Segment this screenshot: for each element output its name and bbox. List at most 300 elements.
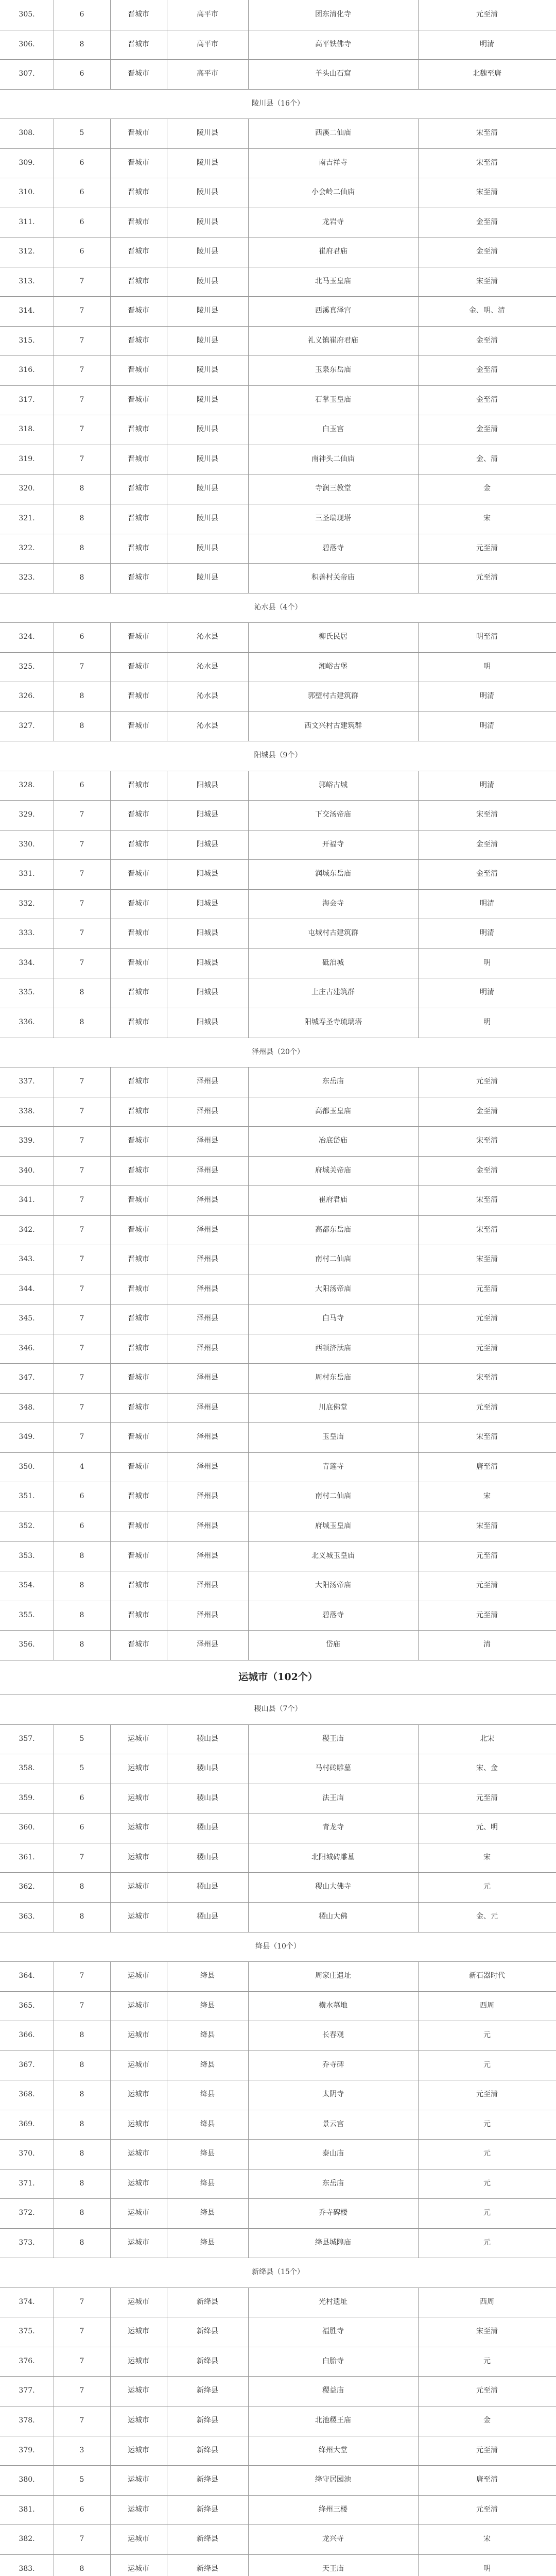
site-name-cell: 府城关帝庙: [315, 1166, 351, 1175]
batch-no: 7: [79, 840, 84, 849]
city-cell: 运城市: [128, 2416, 149, 2425]
city-cell: 晋城市: [128, 277, 149, 285]
county-cell: 泽州县: [197, 1107, 218, 1115]
column-divider: [110, 2376, 111, 2406]
column-divider: [110, 1185, 111, 1215]
column-divider: [110, 1902, 111, 1932]
column-divider: [110, 1482, 111, 1512]
site-name-cell: 三圣瑞现塔: [315, 514, 351, 522]
batch-no: 8: [79, 2090, 84, 2099]
column-divider: [418, 682, 419, 711]
city-cell: 晋城市: [128, 1403, 149, 1412]
column-divider: [248, 1215, 249, 1245]
serial-no: 309.: [19, 158, 35, 167]
county-cell: 泽州县: [197, 1077, 218, 1086]
table-row: [0, 1813, 556, 1843]
batch-no: 7: [79, 662, 84, 671]
column-divider: [110, 1541, 111, 1571]
serial-no: 347.: [19, 1374, 35, 1382]
city-cell: 晋城市: [128, 870, 149, 878]
batch-no: 7: [79, 1284, 84, 1293]
table-row: [0, 1215, 556, 1245]
serial-no: 382.: [19, 2535, 35, 2544]
era-cell: 明: [483, 1018, 491, 1026]
site-name-cell: 碧落寺: [322, 544, 344, 552]
column-divider: [418, 2050, 419, 2080]
column-divider: [248, 267, 249, 297]
column-divider: [110, 919, 111, 948]
column-divider: [248, 1393, 249, 1423]
column-divider: [110, 1215, 111, 1245]
era-cell: 清: [483, 1640, 491, 1649]
column-divider: [248, 563, 249, 593]
era-cell: 金、明、清: [469, 307, 505, 315]
era-cell: 元: [483, 2238, 491, 2247]
serial-no: 305.: [19, 10, 35, 19]
site-name-cell: 东岳庙: [322, 1077, 344, 1086]
column-divider: [248, 0, 249, 30]
serial-no: 321.: [19, 514, 35, 522]
column-divider: [110, 59, 111, 89]
column-divider: [248, 355, 249, 385]
column-divider: [110, 1126, 111, 1156]
column-divider: [110, 978, 111, 1008]
column-divider: [110, 800, 111, 830]
table-divider: [0, 2376, 556, 2377]
column-divider: [418, 1571, 419, 1601]
column-divider: [110, 1275, 111, 1304]
city-cell: 运城市: [128, 1972, 149, 1980]
county-cell: 阳城县: [197, 870, 218, 878]
serial-no: 352.: [19, 1521, 35, 1530]
era-cell: 西周: [480, 2001, 494, 2010]
table-row: [0, 1275, 556, 1304]
table-row: [0, 296, 556, 326]
era-cell: 宋: [483, 2535, 491, 2544]
table-divider: [0, 1393, 556, 1394]
column-divider: [248, 1275, 249, 1304]
table-divider: [0, 1541, 556, 1542]
batch-no: 8: [79, 573, 84, 582]
table-divider: [0, 1422, 556, 1423]
era-cell: 明: [483, 662, 491, 671]
site-name-cell: 乔寺碑: [322, 2060, 344, 2069]
batch-no: 5: [79, 1764, 84, 1773]
batch-no: 7: [79, 277, 84, 285]
table-divider: [0, 1932, 556, 1933]
column-divider: [248, 2495, 249, 2525]
era-cell: 宋至清: [476, 188, 498, 197]
city-cell: 运城市: [128, 2179, 149, 2188]
serial-no: 374.: [19, 2297, 35, 2306]
column-divider: [110, 1630, 111, 1660]
serial-no: 356.: [19, 1640, 35, 1649]
table-row: [0, 148, 556, 178]
era-cell: 金至清: [476, 870, 498, 878]
column-divider: [248, 1185, 249, 1215]
column-divider: [248, 1363, 249, 1393]
site-name-cell: 高都东岳庙: [315, 1225, 351, 1234]
serial-no: 360.: [19, 1823, 35, 1832]
column-divider: [110, 1724, 111, 1754]
city-cell: 晋城市: [128, 1521, 149, 1530]
batch-no: 7: [79, 1433, 84, 1442]
city-cell: 运城市: [128, 1853, 149, 1861]
column-divider: [418, 1784, 419, 1814]
column-divider: [418, 563, 419, 593]
column-divider: [418, 1185, 419, 1215]
serial-no: 337.: [19, 1077, 35, 1086]
column-divider: [248, 445, 249, 474]
table-row: [0, 622, 556, 652]
batch-no: 7: [79, 395, 84, 404]
county-cell: 绛县: [200, 2090, 215, 2099]
table-divider: [0, 59, 556, 60]
city-cell: 运城市: [128, 2090, 149, 2099]
column-divider: [110, 2406, 111, 2436]
era-cell: 宋、金: [476, 1764, 498, 1773]
site-name-cell: 川底佛堂: [319, 1403, 348, 1412]
table-divider: [0, 830, 556, 831]
city-cell: 运城市: [128, 1883, 149, 1891]
table-row: [0, 978, 556, 1008]
table-row: [0, 1630, 556, 1660]
county-cell: 绛县: [200, 2238, 215, 2247]
era-cell: 宋: [483, 1492, 491, 1501]
column-divider: [110, 237, 111, 267]
era-cell: 元: [483, 1883, 491, 1891]
column-divider: [418, 2406, 419, 2436]
site-name-cell: 西溪二仙庙: [315, 129, 351, 138]
batch-no: 5: [79, 129, 84, 138]
county-cell: 沁水县: [197, 721, 218, 730]
batch-no: 7: [79, 454, 84, 463]
column-divider: [110, 445, 111, 474]
county-cell: 泽州县: [197, 1314, 218, 1323]
column-divider: [418, 1304, 419, 1334]
city-cell: 运城市: [128, 2357, 149, 2365]
table-row: [0, 711, 556, 741]
table-row: [0, 859, 556, 889]
column-divider: [418, 415, 419, 445]
serial-no: 364.: [19, 1972, 35, 1980]
county-cell: 绛县: [200, 2120, 215, 2128]
table-row: [0, 1754, 556, 1784]
batch-no: 6: [79, 1492, 84, 1501]
era-cell: 元至清: [476, 2446, 498, 2454]
column-divider: [110, 1452, 111, 1482]
site-name-cell: 碧落寺: [322, 1611, 344, 1619]
table-row: [0, 1991, 556, 2021]
column-divider: [248, 1630, 249, 1660]
county-cell: 阳城县: [197, 1018, 218, 1026]
county-cell: 高平市: [197, 10, 218, 19]
column-divider: [110, 2287, 111, 2317]
county-heading: 绛县（10个）: [255, 1942, 301, 1951]
table-row: [0, 326, 556, 356]
county-cell: 高平市: [197, 40, 218, 48]
column-divider: [418, 1482, 419, 1512]
column-divider: [110, 1422, 111, 1452]
table-row: [0, 2465, 556, 2495]
era-cell: 宋至清: [476, 1255, 498, 1264]
column-divider: [418, 1630, 419, 1660]
site-name-cell: 福胜寺: [322, 2327, 344, 2336]
column-divider: [418, 1512, 419, 1541]
city-cell: 晋城市: [128, 217, 149, 226]
column-divider: [248, 1097, 249, 1127]
batch-no: 7: [79, 899, 84, 908]
site-name-cell: 景云宫: [322, 2120, 344, 2128]
site-name-cell: 湘峪古堡: [319, 662, 348, 671]
county-cell: 绛县: [200, 2179, 215, 2188]
city-cell: 晋城市: [128, 573, 149, 582]
county-cell: 稷山县: [197, 1883, 218, 1891]
table-row: [0, 652, 556, 682]
serial-no: 318.: [19, 425, 35, 434]
era-cell: 宋至清: [476, 1196, 498, 1205]
city-cell: 晋城市: [128, 1225, 149, 1234]
era-cell: 元至清: [476, 10, 498, 19]
column-divider: [418, 978, 419, 1008]
table-row: [0, 2169, 556, 2199]
batch-no: 6: [79, 217, 84, 226]
serial-no: 345.: [19, 1314, 35, 1323]
era-cell: 宋至清: [476, 810, 498, 819]
column-divider: [110, 1601, 111, 1631]
city-cell: 运城市: [128, 2149, 149, 2158]
era-cell: 元: [483, 2209, 491, 2217]
column-divider: [418, 800, 419, 830]
table-row: [0, 1008, 556, 1038]
city-cell: 晋城市: [128, 1551, 149, 1560]
table-row: [0, 2110, 556, 2140]
city-cell: 运城市: [128, 2060, 149, 2069]
serial-no: 357.: [19, 1734, 35, 1743]
batch-no: 7: [79, 2357, 84, 2365]
column-divider: [110, 711, 111, 741]
city-cell: 晋城市: [128, 247, 149, 256]
column-divider: [248, 1512, 249, 1541]
county-heading: 阳城县（9个）: [254, 751, 302, 760]
batch-no: 8: [79, 1611, 84, 1619]
column-divider: [418, 474, 419, 504]
era-cell: 宋至清: [476, 158, 498, 167]
county-cell: 绛县: [200, 2001, 215, 2010]
county-cell: 稷山县: [197, 1764, 218, 1773]
column-divider: [418, 1843, 419, 1873]
column-divider: [418, 1872, 419, 1902]
site-name-cell: 积善村关帝庙: [311, 573, 355, 582]
column-divider: [110, 208, 111, 238]
county-cell: 绛县: [200, 2060, 215, 2069]
city-cell: 运城市: [128, 2386, 149, 2395]
column-divider: [418, 2110, 419, 2140]
serial-no: 327.: [19, 721, 35, 730]
table-divider: [0, 1872, 556, 1873]
batch-no: 8: [79, 2564, 84, 2573]
city-cell: 晋城市: [128, 158, 149, 167]
serial-no: 369.: [19, 2120, 35, 2128]
batch-no: 8: [79, 2179, 84, 2188]
city-cell: 晋城市: [128, 1107, 149, 1115]
column-divider: [110, 652, 111, 682]
column-divider: [110, 1571, 111, 1601]
column-divider: [248, 1571, 249, 1601]
table-row: [0, 2524, 556, 2554]
county-cell: 泽州县: [197, 1581, 218, 1590]
column-divider: [110, 355, 111, 385]
city-cell: 晋城市: [128, 1344, 149, 1352]
site-name-cell: 泰山庙: [322, 2149, 344, 2158]
county-cell: 阳城县: [197, 810, 218, 819]
column-divider: [248, 830, 249, 860]
batch-no: 7: [79, 2297, 84, 2306]
table-divider: [0, 2287, 556, 2288]
city-cell: 晋城市: [128, 484, 149, 493]
city-cell: 晋城市: [128, 544, 149, 552]
serial-no: 331.: [19, 870, 35, 878]
serial-no: 341.: [19, 1196, 35, 1205]
serial-no: 314.: [19, 307, 35, 315]
column-divider: [418, 1334, 419, 1364]
batch-no: 8: [79, 2149, 84, 2158]
column-divider: [110, 2347, 111, 2377]
table-row: [0, 1067, 556, 1097]
batch-no: 8: [79, 1912, 84, 1921]
serial-no: 342.: [19, 1225, 35, 1234]
city-cell: 晋城市: [128, 366, 149, 375]
serial-no: 354.: [19, 1581, 35, 1590]
county-cell: 陵川县: [197, 573, 218, 582]
serial-no: 355.: [19, 1611, 35, 1619]
column-divider: [110, 2080, 111, 2110]
column-divider: [418, 2465, 419, 2495]
column-divider: [248, 326, 249, 356]
era-cell: 元: [483, 2060, 491, 2069]
table-row: [0, 1961, 556, 1991]
era-cell: 元: [483, 2031, 491, 2040]
serial-no: 328.: [19, 781, 35, 789]
table-divider: [0, 1156, 556, 1157]
site-name-cell: 小会岭二仙庙: [311, 188, 355, 197]
column-divider: [110, 859, 111, 889]
batch-no: 7: [79, 1077, 84, 1086]
table-divider: [0, 1630, 556, 1631]
site-name-cell: 海会寺: [322, 899, 344, 908]
column-divider: [418, 652, 419, 682]
site-name-cell: 稷王庙: [322, 1734, 344, 1743]
column-divider: [418, 1126, 419, 1156]
city-cell: 晋城市: [128, 514, 149, 522]
serial-no: 336.: [19, 1018, 35, 1026]
site-name-cell: 北马玉皇庙: [315, 277, 351, 285]
era-cell: 金至清: [476, 366, 498, 375]
table-row: [0, 1185, 556, 1215]
table-row: [0, 1571, 556, 1601]
batch-no: 8: [79, 40, 84, 48]
county-cell: 稷山县: [197, 1793, 218, 1802]
county-cell: 泽州县: [197, 1640, 218, 1649]
column-divider: [248, 1482, 249, 1512]
site-name-cell: 府城玉皇庙: [315, 1521, 351, 1530]
column-divider: [248, 1724, 249, 1754]
batch-no: 7: [79, 1344, 84, 1352]
site-name-cell: 南村二仙庙: [315, 1255, 351, 1264]
table-row: [0, 208, 556, 238]
site-name-cell: 龙兴寺: [322, 2535, 344, 2544]
site-name-cell: 礼义镇崔府君庙: [308, 336, 358, 345]
column-divider: [248, 148, 249, 178]
city-cell: 晋城市: [128, 781, 149, 789]
era-cell: 宋至清: [476, 129, 498, 138]
site-name-cell: 龙岩寺: [322, 217, 344, 226]
batch-no: 8: [79, 692, 84, 701]
site-name-cell: 开福寺: [322, 840, 344, 849]
batch-no: 7: [79, 1374, 84, 1382]
column-divider: [418, 2139, 419, 2169]
column-divider: [418, 2080, 419, 2110]
column-divider: [418, 919, 419, 948]
era-cell: 北魏至唐: [473, 70, 501, 78]
column-divider: [418, 711, 419, 741]
table-row: [0, 2287, 556, 2317]
site-name-cell: 绛州三楼: [319, 2505, 348, 2514]
column-divider: [248, 1902, 249, 1932]
era-cell: 元至清: [476, 1344, 498, 1352]
column-divider: [418, 1363, 419, 1393]
table-divider: [0, 1215, 556, 1216]
column-divider: [418, 1156, 419, 1186]
column-divider: [418, 771, 419, 801]
column-divider: [110, 771, 111, 801]
serial-no: 338.: [19, 1107, 35, 1115]
county-cell: 泽州县: [197, 1551, 218, 1560]
column-divider: [418, 2287, 419, 2317]
serial-no: 350.: [19, 1462, 35, 1471]
batch-no: 7: [79, 1225, 84, 1234]
site-name-cell: 羊头山石窟: [315, 70, 351, 78]
era-cell: 金至清: [476, 1107, 498, 1115]
site-name-cell: 太阴寺: [322, 2090, 344, 2099]
batch-no: 8: [79, 484, 84, 493]
table-divider: [0, 711, 556, 712]
county-cell: 泽州县: [197, 1137, 218, 1145]
column-divider: [418, 208, 419, 238]
column-divider: [248, 1422, 249, 1452]
batch-no: 8: [79, 1551, 84, 1560]
county-cell: 新绛县: [197, 2476, 218, 2484]
table-row: [0, 1843, 556, 1873]
site-name-cell: 阳城寿圣寺琉璃塔: [304, 1018, 362, 1026]
column-divider: [248, 2050, 249, 2080]
table-divider: [0, 296, 556, 297]
site-name-cell: 青龙寺: [322, 1823, 344, 1832]
era-cell: 唐至清: [476, 2476, 498, 2484]
county-cell: 绛县: [200, 2031, 215, 2040]
city-cell: 运城市: [128, 2476, 149, 2484]
batch-no: 8: [79, 1581, 84, 1590]
county-cell: 稷山县: [197, 1823, 218, 1832]
column-divider: [418, 1008, 419, 1038]
city-cell: 晋城市: [128, 307, 149, 315]
county-cell: 陵川县: [197, 425, 218, 434]
county-cell: 新绛县: [197, 2416, 218, 2425]
serial-no: 380.: [19, 2476, 35, 2484]
city-cell: 晋城市: [128, 1433, 149, 1442]
site-name-cell: 大阳汤帝庙: [315, 1581, 351, 1590]
site-name-cell: 横水墓地: [319, 2001, 348, 2010]
